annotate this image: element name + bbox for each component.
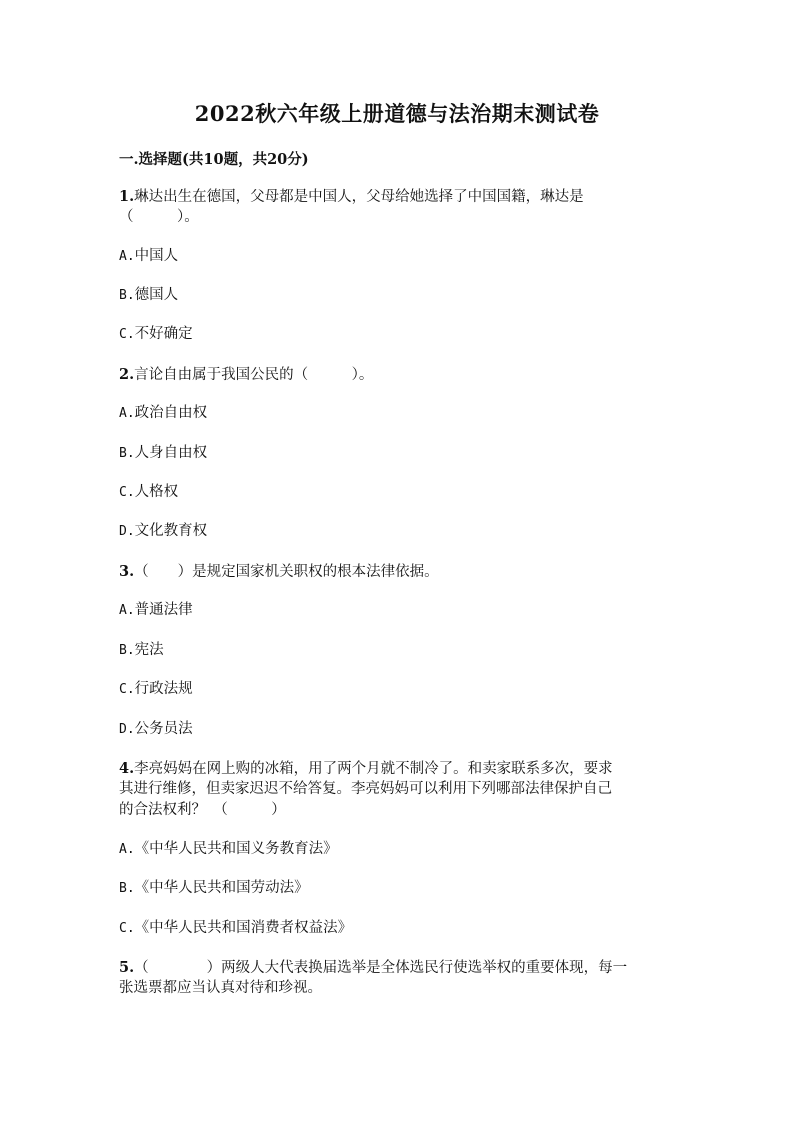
option-text: 人格权 [134, 484, 179, 500]
question-3-option-c[interactable] [119, 679, 193, 700]
question-5-line-1 [119, 957, 627, 979]
section-heading: 一.选择题(共10题，共20分) [119, 151, 309, 168]
question-1-option-a[interactable] [119, 246, 178, 267]
question-4-option-a[interactable] [119, 839, 338, 860]
question-1-option-b[interactable] [119, 285, 178, 306]
option-text: 普通法律 [134, 602, 193, 618]
option-letter: A. [119, 603, 135, 618]
question-4-line-3: 的合法权利？ （ ） [119, 802, 286, 818]
question-3-option-b[interactable] [119, 640, 164, 661]
option-letter: A. [119, 249, 135, 264]
option-letter: B. [119, 446, 135, 461]
question-3-number: 3. [119, 563, 135, 580]
question-3-line-1 [119, 561, 439, 583]
option-text: 《中华人民共和国义务教育法》 [134, 841, 338, 857]
option-letter: D. [119, 722, 135, 737]
question-2-option-a[interactable] [119, 403, 207, 424]
question-2-option-d[interactable] [119, 521, 207, 542]
option-text: 《中华人民共和国消费者权益法》 [134, 920, 353, 936]
question-2-option-b[interactable] [119, 443, 207, 464]
option-letter: C. [119, 485, 135, 500]
option-letter: D. [119, 524, 135, 539]
question-3-option-a[interactable] [119, 600, 193, 621]
option-letter: B. [119, 881, 135, 896]
option-text: 德国人 [134, 287, 179, 303]
question-1-line-2: （ ）。 [119, 209, 199, 225]
question-2-text: 言论自由属于我国公民的（ ）。 [134, 367, 374, 383]
option-letter: A. [119, 842, 135, 857]
question-4-text: 李亮妈妈在网上购的冰箱，用了两个月就不制冷了。和卖家联系多次，要求 [134, 761, 613, 777]
question-5-line-2: 张选票都应当认真对待和珍视。 [119, 980, 322, 996]
option-text: 人身自由权 [134, 445, 208, 461]
question-1-line-1 [119, 186, 584, 208]
option-letter: B. [119, 288, 135, 303]
exam-title: 2022秋六年级上册道德与法治期末测试卷 [194, 101, 600, 126]
question-2-option-c[interactable] [119, 482, 178, 503]
option-text: 《中华人民共和国劳动法》 [134, 880, 309, 896]
question-1-option-c[interactable] [119, 324, 193, 345]
option-letter: C. [119, 921, 135, 936]
option-letter: C. [119, 327, 135, 342]
question-4-line-1 [119, 758, 613, 780]
option-letter: A. [119, 406, 135, 421]
option-text: 政治自由权 [134, 405, 208, 421]
option-text: 宪法 [134, 642, 164, 658]
question-5-number: 5. [119, 959, 135, 976]
question-4-number: 4. [119, 760, 135, 777]
option-text: 中国人 [134, 248, 179, 264]
question-1-text: 琳达出生在德国，父母都是中国人，父母给她选择了中国国籍，琳达是 [134, 189, 584, 205]
option-text: 文化教育权 [134, 523, 208, 539]
question-1-number: 1. [119, 188, 135, 205]
question-3-option-d[interactable] [119, 719, 193, 740]
question-2-line-1 [119, 364, 373, 386]
question-4-line-2: 其进行维修，但卖家迟迟不给答复。李亮妈妈可以利用下列哪部法律保护自己 [119, 781, 612, 797]
question-2-number: 2. [119, 366, 135, 383]
option-text: 公务员法 [134, 721, 193, 737]
option-text: 不好确定 [134, 326, 193, 342]
question-4-option-c[interactable] [119, 918, 352, 939]
option-text: 行政法规 [134, 681, 193, 697]
option-letter: C. [119, 682, 135, 697]
option-letter: B. [119, 643, 135, 658]
question-5-text: （ ）两级人大代表换届选举是全体选民行使选举权的重要体现，每一 [134, 960, 628, 976]
question-4-option-b[interactable] [119, 878, 309, 899]
question-3-text: （ ）是规定国家机关职权的根本法律依据。 [134, 564, 439, 580]
